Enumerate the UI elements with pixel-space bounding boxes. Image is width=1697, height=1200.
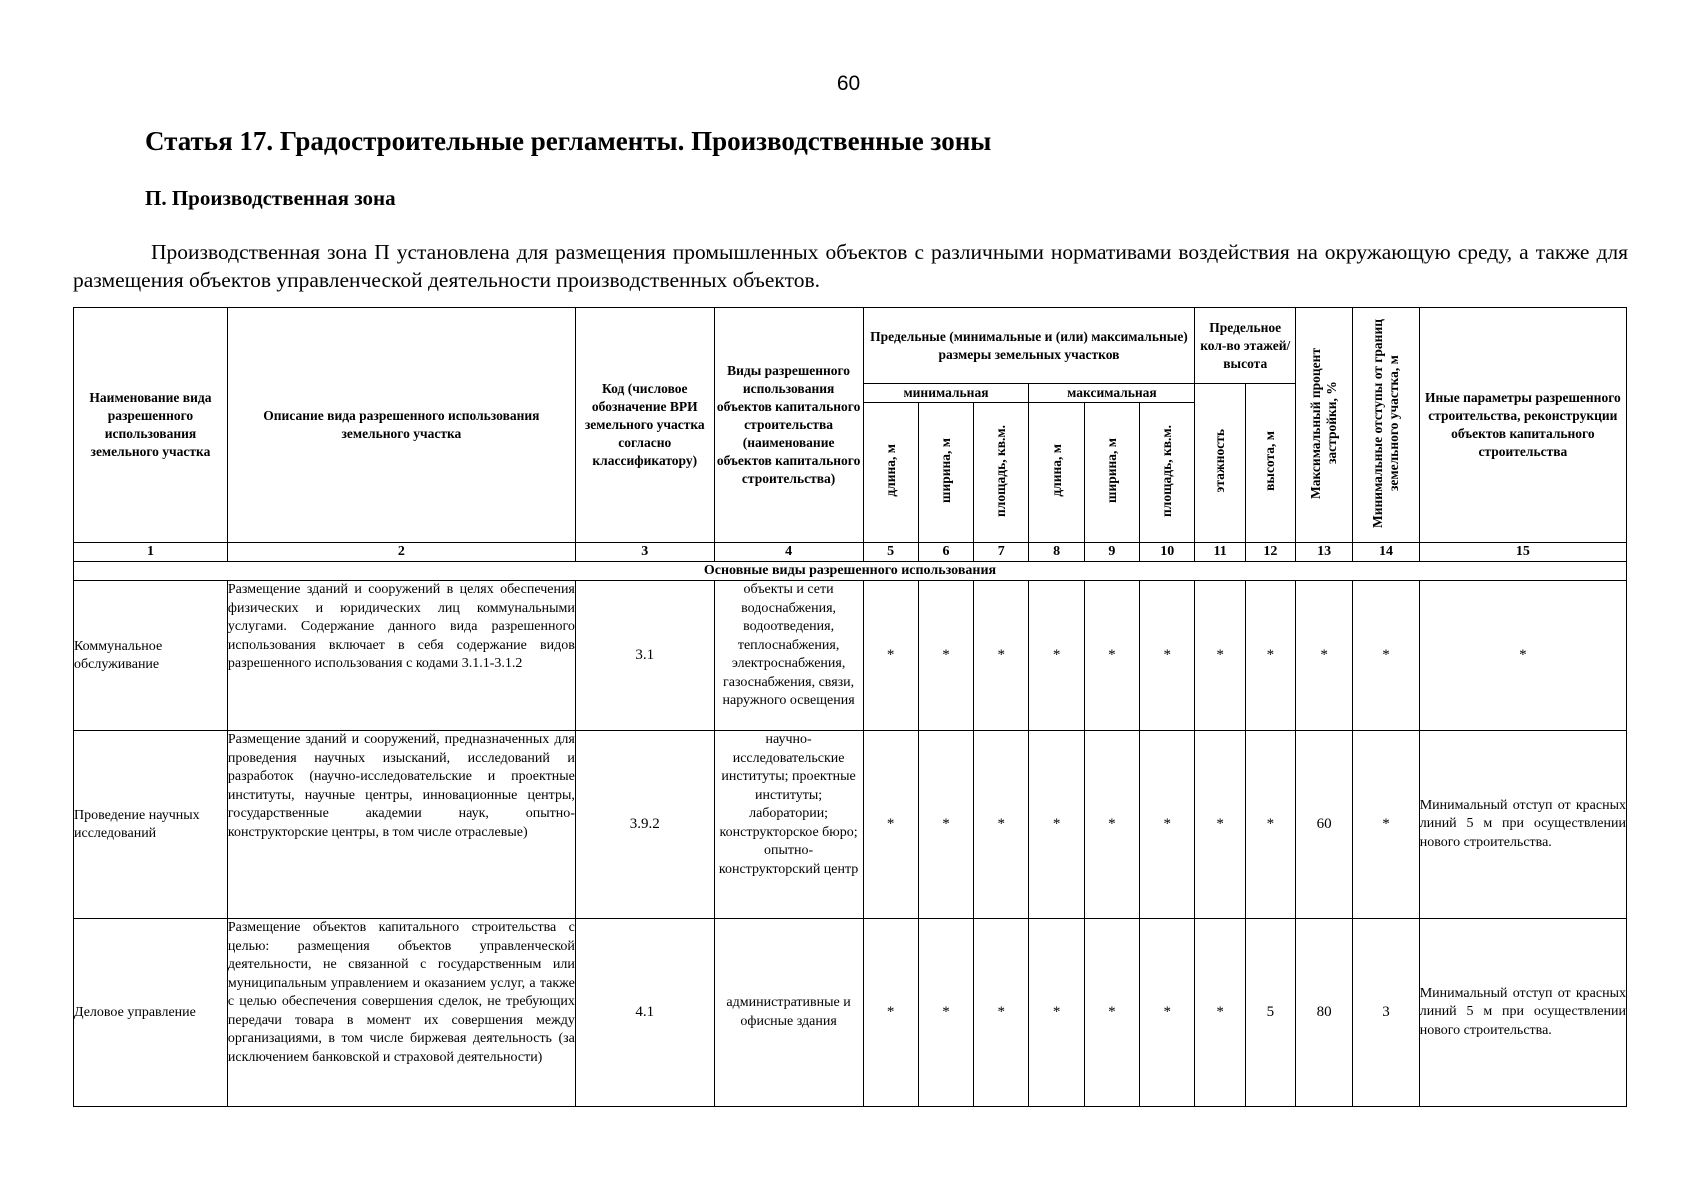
column-number-row bbox=[74, 543, 1627, 562]
header-maximal: максимальная bbox=[1029, 384, 1195, 403]
row-value: * bbox=[1029, 731, 1084, 919]
row-other: * bbox=[1419, 581, 1626, 731]
header-code: Код (числовое обозначение ВРИ земельного участка согласно классификатору) bbox=[575, 308, 714, 543]
row-value: * bbox=[863, 731, 918, 919]
header-objects: Виды разрешенного использования объектов капитального строительства (наименование объектов капитального строительства) bbox=[714, 308, 863, 543]
column-number: 11 bbox=[1195, 543, 1245, 562]
row-value: * bbox=[863, 919, 918, 1107]
section-title: Основные виды разрешенного использования bbox=[74, 562, 1627, 581]
header-min-setback: Минимальные отступы от границ земельного участка, м bbox=[1353, 308, 1419, 543]
row-value: 3 bbox=[1353, 919, 1419, 1107]
header-max-area: площадь, кв.м. bbox=[1140, 403, 1195, 543]
row-other: Минимальный отступ от красных линий 5 м при осуществлении нового строительства. bbox=[1419, 919, 1626, 1107]
row-value: * bbox=[1245, 581, 1295, 731]
header-min-area: площадь, кв.м. bbox=[974, 403, 1029, 543]
column-number: 8 bbox=[1029, 543, 1084, 562]
column-number: 6 bbox=[918, 543, 973, 562]
column-number: 2 bbox=[227, 543, 575, 562]
intro-paragraph: Производственная зона П установлена для размещения промышленных объектов с различными нормативами воздействия на окружающую среду, а также для размещения объектов управленческой деятельности производственных объектов. bbox=[73, 240, 1628, 292]
column-number: 5 bbox=[863, 543, 918, 562]
column-number: 10 bbox=[1140, 543, 1195, 562]
regulation-table bbox=[73, 307, 1627, 1107]
row-description: Размещение зданий и сооружений, предназначенных для проведения научных изысканий, исследований и разработок (научно-исследовательские и проектные институты, научные центры, инновационные центры, государственные академии наук, опытно-конструкторские центры, в том числе отраслевые) bbox=[227, 731, 575, 919]
header-min-length: длина, м bbox=[863, 403, 918, 543]
row-name: Коммунальное обслуживание bbox=[74, 581, 228, 731]
row-code: 3.1 bbox=[575, 581, 714, 731]
header-floors: этажность bbox=[1195, 384, 1245, 543]
row-other: Минимальный отступ от красных линий 5 м при осуществлении нового строительства. bbox=[1419, 731, 1626, 919]
row-value: * bbox=[974, 581, 1029, 731]
row-value: * bbox=[974, 919, 1029, 1107]
row-description: Размещение объектов капитального строительства с целью: размещения объектов управленческой деятельности, не связанной с государственным или муниципальным управлением и оказанием услуг, а также с целью обеспечения совершения сделок, не требующих передачи товара в момент их совершения между организациями, в том числе биржевая деятельность (за исключением банковской и страховой деятельности) bbox=[227, 919, 575, 1107]
header-max-length: длина, м bbox=[1029, 403, 1084, 543]
table-row bbox=[74, 581, 1627, 731]
row-name: Деловое управление bbox=[74, 919, 228, 1107]
row-value: * bbox=[918, 581, 973, 731]
row-value: 5 bbox=[1245, 919, 1295, 1107]
row-value: * bbox=[1195, 919, 1245, 1107]
row-code: 4.1 bbox=[575, 919, 714, 1107]
header-other-params: Иные параметры разрешенного строительства, реконструкции объектов капитального строительства bbox=[1419, 308, 1626, 543]
row-code: 3.9.2 bbox=[575, 731, 714, 919]
row-value: * bbox=[1029, 581, 1084, 731]
table-row bbox=[74, 919, 1627, 1107]
row-value: 60 bbox=[1296, 731, 1353, 919]
column-number: 14 bbox=[1353, 543, 1419, 562]
row-value: * bbox=[1140, 919, 1195, 1107]
row-objects: объекты и сети водоснабжения, водоотведения, теплоснабжения, электроснабжения, газоснабжения, связи, наружного освещения bbox=[714, 581, 863, 731]
row-value: * bbox=[1140, 731, 1195, 919]
column-number: 4 bbox=[714, 543, 863, 562]
header-max-width: ширина, м bbox=[1084, 403, 1139, 543]
row-name: Проведение научных исследований bbox=[74, 731, 228, 919]
row-value: * bbox=[918, 919, 973, 1107]
column-number: 1 bbox=[74, 543, 228, 562]
header-minimal: минимальная bbox=[863, 384, 1029, 403]
row-value: * bbox=[1195, 731, 1245, 919]
column-number: 3 bbox=[575, 543, 714, 562]
row-value: * bbox=[974, 731, 1029, 919]
row-value: * bbox=[1084, 919, 1139, 1107]
row-value: 80 bbox=[1296, 919, 1353, 1107]
row-value: * bbox=[1296, 581, 1353, 731]
header-min-width: ширина, м bbox=[918, 403, 973, 543]
column-number: 15 bbox=[1419, 543, 1626, 562]
row-value: * bbox=[863, 581, 918, 731]
row-value: * bbox=[1029, 919, 1084, 1107]
row-value: * bbox=[1353, 731, 1419, 919]
column-number: 7 bbox=[974, 543, 1029, 562]
header-description: Описание вида разрешенного использования земельного участка bbox=[227, 308, 575, 543]
row-value: * bbox=[1245, 731, 1295, 919]
column-number: 13 bbox=[1296, 543, 1353, 562]
section-row bbox=[74, 562, 1627, 581]
header-floors-height: Предельное кол-во этажей/ высота bbox=[1195, 308, 1296, 384]
table-row bbox=[74, 731, 1627, 919]
row-value: * bbox=[1140, 581, 1195, 731]
row-description: Размещение зданий и сооружений в целях обеспечения физических и юридических лиц коммунальными услугами. Содержание данного вида разрешенного использования включает в себя содержание видов разрешенного использования с кодами 3.1.1-3.1.2 bbox=[227, 581, 575, 731]
header-plot-sizes: Предельные (минимальные и (или) максимальные) размеры земельных участков bbox=[863, 308, 1195, 384]
row-value: * bbox=[1195, 581, 1245, 731]
header-name: Наименование вида разрешенного использования земельного участка bbox=[74, 308, 228, 543]
row-value: * bbox=[1353, 581, 1419, 731]
row-value: * bbox=[1084, 731, 1139, 919]
column-number: 12 bbox=[1245, 543, 1295, 562]
row-value: * bbox=[918, 731, 973, 919]
column-number: 9 bbox=[1084, 543, 1139, 562]
header-max-coverage: Максимальный процент застройки, % bbox=[1296, 308, 1353, 543]
zone-title: П. Производственная зона bbox=[145, 186, 396, 210]
row-objects: административные и офисные здания bbox=[714, 919, 863, 1107]
row-value: * bbox=[1084, 581, 1139, 731]
header-height: высота, м bbox=[1245, 384, 1295, 543]
page-number: 60 bbox=[836, 72, 861, 95]
article-title: Статья 17. Градостроительные регламенты. Производственные зоны bbox=[145, 126, 992, 156]
row-objects: научно-исследовательские институты; проектные институты; лаборатории; конструкторское бюро; опытно-конструкторский центр bbox=[714, 731, 863, 919]
